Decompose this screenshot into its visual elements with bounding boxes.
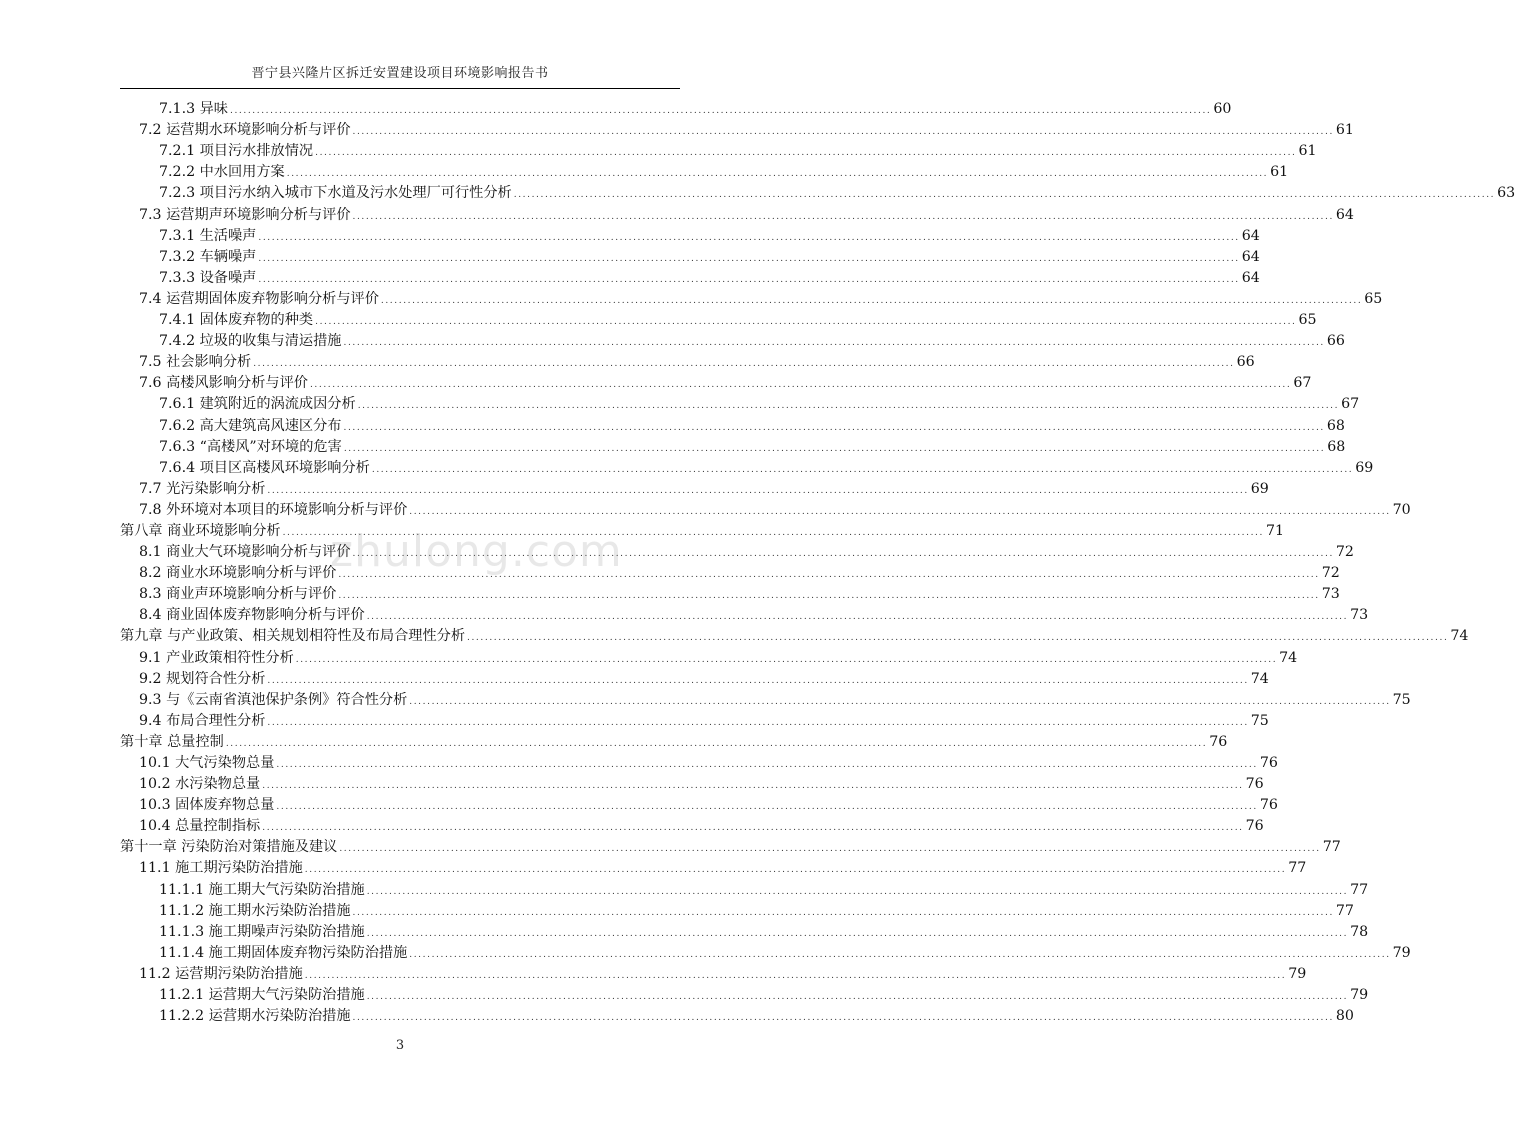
toc-dot-leader: ............................................................................................................................................................................................................................ (315, 317, 1297, 328)
toc-entry[interactable] (120, 835, 1341, 856)
toc-entry[interactable] (120, 498, 1411, 519)
toc-dot-leader: ............................................................................................................................................................................................................................ (276, 802, 1258, 813)
toc-entry[interactable] (120, 899, 1354, 920)
toc-entry-page: 69 (1355, 459, 1374, 476)
toc-entry[interactable] (120, 97, 1232, 118)
toc-entry[interactable] (120, 392, 1360, 413)
toc-entry-page: 61 (1298, 143, 1317, 160)
toc-entry-page: 67 (1341, 396, 1360, 413)
toc-entry-page: 78 (1350, 923, 1369, 940)
toc-entry-title: 7.2.1 项目污水排放情况 (159, 143, 314, 160)
toc-entry-title: 11.1 施工期污染防治措施 (139, 860, 303, 877)
toc-dot-leader: ............................................................................................................................................................................................................................ (343, 422, 1325, 433)
toc-entry-page: 74 (1250, 670, 1269, 687)
toc-entry-title: 11.2 运营期污染防治措施 (139, 965, 303, 982)
toc-dot-leader: ............................................................................................................................................................................................................................ (315, 148, 1297, 159)
toc-dot-leader: ............................................................................................................................................................................................................................ (262, 781, 1244, 792)
toc-entry-page: 63 (1497, 185, 1515, 202)
toc-dot-leader: ............................................................................................................................................................................................................................ (262, 823, 1244, 834)
toc-entry[interactable] (120, 688, 1411, 709)
toc-entry[interactable] (120, 139, 1317, 160)
toc-entry-page: 68 (1327, 438, 1346, 455)
toc-entry-page: 66 (1236, 354, 1255, 371)
toc-entry-title: 8.2 商业水环境影响分析与评价 (139, 565, 337, 582)
toc-dot-leader: ............................................................................................................................................................................................................................ (366, 992, 1349, 1003)
toc-entry-page: 75 (1392, 691, 1411, 708)
toc-dot-leader: ............................................................................................................................................................................................................................ (467, 633, 1449, 644)
toc-entry-page: 79 (1350, 987, 1369, 1004)
toc-entry-page: 74 (1450, 628, 1469, 645)
toc-entry[interactable] (120, 350, 1255, 371)
toc-entry-title: 7.2.3 项目污水纳入城市下水道及污水处理厂可行性分析 (159, 185, 512, 202)
toc-entry[interactable] (120, 245, 1260, 266)
toc-entry-page: 65 (1364, 290, 1383, 307)
toc-entry-title: 10.4 总量控制指标 (139, 818, 261, 835)
toc-entry-title: 8.1 商业大气环境影响分析与评价 (139, 544, 351, 561)
toc-entry-page: 77 (1288, 860, 1307, 877)
toc-entry-title: 第十一章 污染防治对策措施及建议 (120, 839, 338, 856)
toc-entry[interactable] (120, 1004, 1354, 1025)
toc-entry-title: 9.1 产业政策相符性分析 (139, 649, 294, 666)
toc-dot-leader: ............................................................................................................................................................................................................................ (409, 696, 1391, 707)
toc-entry[interactable] (120, 877, 1369, 898)
toc-dot-leader: ............................................................................................................................................................................................................................ (352, 1013, 1334, 1024)
toc-entry-page: 71 (1265, 522, 1285, 539)
toc-entry-page: 79 (1392, 944, 1411, 961)
toc-entry[interactable] (120, 287, 1383, 308)
toc-entry[interactable] (120, 118, 1354, 139)
toc-entry-title: 8.4 商业固体废弃物影响分析与评价 (139, 607, 365, 624)
toc-entry[interactable] (120, 793, 1278, 814)
toc-entry-title: 第八章 商业环境影响分析 (120, 522, 281, 539)
toc-dot-leader: ............................................................................................................................................................................................................................ (352, 549, 1334, 560)
toc-entry[interactable] (120, 941, 1411, 962)
toc-entry[interactable] (120, 645, 1298, 666)
toc-entry-title: 7.6.2 高大建筑高风速区分布 (159, 417, 342, 434)
toc-entry-title: 8.3 商业声环境影响分析与评价 (139, 586, 337, 603)
toc-entry[interactable] (120, 202, 1354, 223)
toc-entry[interactable] (120, 477, 1269, 498)
toc-entry-page: 73 (1350, 607, 1369, 624)
toc-entry-page: 66 (1326, 333, 1345, 350)
toc-entry-title: 11.1.1 施工期大气污染防治措施 (159, 881, 365, 898)
toc-dot-leader: ............................................................................................................................................................................................................................ (229, 106, 1212, 117)
toc-entry-title: 11.2.1 运营期大气污染防治措施 (159, 987, 365, 1004)
toc-entry[interactable] (120, 624, 1469, 645)
toc-entry-title: 11.2.2 运营期水污染防治措施 (159, 1008, 351, 1025)
toc-entry[interactable] (120, 266, 1260, 287)
toc-entry-page: 72 (1335, 544, 1354, 561)
toc-entry-page: 76 (1259, 797, 1278, 814)
header-rule (120, 88, 680, 89)
toc-entry-page: 69 (1250, 480, 1269, 497)
toc-entry[interactable] (120, 582, 1340, 603)
toc-dot-leader: ............................................................................................................................................................................................................................ (253, 359, 1235, 370)
toc-dot-leader: ............................................................................................................................................................................................................................ (309, 380, 1292, 391)
toc-entry-title: 7.2.2 中水回用方案 (159, 164, 285, 181)
toc-entry[interactable] (120, 329, 1345, 350)
toc-dot-leader: ............................................................................................................................................................................................................................ (339, 844, 1321, 855)
toc-entry[interactable] (120, 962, 1307, 983)
toc-entry-title: 7.4.2 垃圾的收集与清运措施 (159, 333, 342, 350)
toc-entry-page: 76 (1259, 755, 1278, 771)
toc-dot-leader: ............................................................................................................................................................................................................................ (295, 654, 1278, 665)
toc-dot-leader: ............................................................................................................................................................................................................................ (267, 717, 1249, 728)
toc-entry-page: 64 (1241, 269, 1260, 286)
toc-entry[interactable] (120, 435, 1346, 456)
toc-entry-page: 64 (1241, 248, 1260, 265)
toc-entry-title: 9.4 布局合理性分析 (139, 712, 266, 729)
toc-dot-leader: ............................................................................................................................................................................................................................ (409, 506, 1391, 517)
toc-entry-title: 9.3 与《云南省滇池保护条例》符合性分析 (139, 691, 408, 708)
toc-entry-title: 第九章 与产业政策、相关规划相符性及布局合理性分析 (120, 628, 466, 645)
toc-entry-page: 76 (1245, 776, 1264, 793)
toc-entry-page: 72 (1321, 565, 1340, 582)
toc-dot-leader: ............................................................................................................................................................................................................................ (286, 169, 1269, 180)
toc-entry[interactable] (120, 456, 1374, 477)
toc-dot-leader: ............................................................................................................................................................................................................................ (513, 190, 1496, 201)
toc-entry-page: 76 (1209, 733, 1228, 750)
toc-dot-leader: ............................................................................................................................................................................................................................ (352, 907, 1334, 918)
toc-entry[interactable] (120, 603, 1369, 624)
toc-entry-page: 77 (1335, 902, 1354, 919)
toc-entry[interactable] (120, 814, 1264, 835)
toc-entry[interactable] (120, 413, 1345, 434)
toc-entry[interactable] (120, 983, 1369, 1004)
toc-dot-leader: ............................................................................................................................................................................................................................ (304, 970, 1287, 981)
toc-entry-title: 7.7 光污染影响分析 (139, 480, 266, 497)
toc-entry-title: 11.1.4 施工期固体废弃物污染防治措施 (159, 944, 408, 961)
toc-dot-leader: ............................................................................................................................................................................................................................ (409, 949, 1391, 960)
toc-entry-page: 60 (1213, 101, 1232, 118)
toc-entry-title: 7.3.1 生活噪声 (159, 227, 257, 244)
toc-entry-title: 7.4 运营期固体废弃物影响分析与评价 (139, 290, 379, 307)
toc-entry[interactable] (120, 371, 1312, 392)
toc-dot-leader: ............................................................................................................................................................................................................................ (352, 127, 1334, 138)
toc-entry-page: 61 (1335, 122, 1354, 139)
toc-entry-page: 68 (1326, 417, 1345, 434)
toc-entry-page: 74 (1279, 649, 1298, 666)
toc-entry-page: 77 (1322, 839, 1341, 856)
toc-entry[interactable] (120, 181, 1515, 202)
toc-entry-title: 7.5 社会影响分析 (139, 354, 252, 371)
toc-entry-page: 64 (1335, 206, 1354, 223)
toc-entry-page: 77 (1350, 881, 1369, 898)
toc-entry[interactable] (120, 224, 1260, 245)
toc-entry[interactable] (120, 730, 1228, 751)
toc-entry[interactable] (120, 709, 1269, 730)
toc-entry-page: 65 (1298, 312, 1317, 329)
toc-dot-leader: ............................................................................................................................................................................................................................ (380, 295, 1363, 306)
toc-entry-title: 7.3 运营期声环境影响分析与评价 (139, 206, 351, 223)
toc-entry-page: 76 (1245, 818, 1264, 835)
toc-entry-title: 10.1 大气污染物总量 (139, 755, 275, 771)
toc-entry-title: 7.3.3 设备噪声 (159, 269, 257, 286)
toc-dot-leader: ............................................................................................................................................................................................................................ (258, 253, 1240, 264)
toc-dot-leader: ............................................................................................................................................................................................................................ (282, 527, 1264, 538)
toc-dot-leader: ............................................................................................................................................................................................................................ (343, 338, 1325, 349)
toc-dot-leader: ............................................................................................................................................................................................................................ (352, 211, 1334, 222)
toc-entry-title: 7.6 高楼风影响分析与评价 (139, 375, 308, 392)
toc-entry-page: 75 (1250, 712, 1269, 729)
watermark: zhulong.com (330, 526, 623, 577)
toc-entry[interactable] (120, 920, 1369, 941)
toc-entry-page: 64 (1241, 227, 1260, 244)
toc-entry-title: 7.6.1 建筑附近的涡流成因分析 (159, 396, 356, 413)
toc-entry[interactable] (120, 772, 1264, 793)
toc-dot-leader: ............................................................................................................................................................................................................................ (357, 401, 1340, 412)
toc-dot-leader: ............................................................................................................................................................................................................................ (366, 928, 1349, 939)
toc-dot-leader: ............................................................................................................................................................................................................................ (304, 865, 1287, 876)
toc-entry-page: 61 (1270, 164, 1289, 181)
toc-dot-leader: ............................................................................................................................................................................................................................ (276, 760, 1258, 770)
toc-entry-title: 7.6.3 “高楼风”对环境的危害 (159, 438, 342, 455)
toc-entry-title: 11.1.2 施工期水污染防治措施 (159, 902, 351, 919)
toc-entry[interactable] (120, 667, 1269, 688)
toc-entry-page: 80 (1335, 1008, 1354, 1025)
page-number: 3 (395, 1038, 405, 1053)
toc-dot-leader: ............................................................................................................................................................................................................................ (366, 886, 1349, 897)
toc-entry-title: 7.2 运营期水环境影响分析与评价 (139, 122, 351, 139)
toc-entry[interactable] (120, 160, 1289, 181)
toc-entry-title: 11.1.3 施工期噪声污染防治措施 (159, 923, 365, 940)
toc-entry-page: 79 (1288, 965, 1307, 982)
toc-dot-leader: ............................................................................................................................................................................................................................ (338, 591, 1320, 602)
toc-dot-leader: ............................................................................................................................................................................................................................ (225, 738, 1208, 749)
toc-entry-title: 7.6.4 项目区高楼风环境影响分析 (159, 459, 370, 476)
toc-entry-title: 7.3.2 车辆噪声 (159, 248, 257, 265)
toc-entry-title: 10.3 固体废弃物总量 (139, 797, 275, 814)
toc-entry-page: 70 (1392, 501, 1411, 518)
toc-dot-leader: ............................................................................................................................................................................................................................ (338, 570, 1320, 581)
toc-dot-leader: ............................................................................................................................................................................................................................ (267, 485, 1249, 496)
toc-entry-title: 10.2 水污染物总量 (139, 776, 261, 793)
toc-entry-page: 67 (1293, 375, 1312, 392)
toc-entry-page: 73 (1321, 586, 1340, 603)
toc-entry[interactable] (120, 751, 1278, 772)
toc-dot-leader: ............................................................................................................................................................................................................................ (258, 274, 1240, 285)
toc-entry[interactable] (120, 856, 1307, 877)
toc-dot-leader: ............................................................................................................................................................................................................................ (371, 464, 1354, 475)
toc-entry-title: 9.2 规划符合性分析 (139, 670, 266, 687)
toc-dot-leader: ............................................................................................................................................................................................................................ (343, 443, 1326, 454)
toc-dot-leader: ............................................................................................................................................................................................................................ (366, 612, 1349, 623)
toc-entry[interactable] (120, 308, 1317, 329)
toc-entry-title: 7.8 外环境对本项目的环境影响分析与评价 (139, 501, 408, 518)
toc-entry-title: 第十章 总量控制 (120, 733, 224, 750)
toc-dot-leader: ............................................................................................................................................................................................................................ (267, 675, 1249, 686)
page-header: 晋宁县兴隆片区拆迁安置建设项目环境影响报告书 (251, 66, 549, 81)
toc-entry-title: 7.1.3 异味 (159, 101, 228, 118)
toc-entry-title: 7.4.1 固体废弃物的种类 (159, 312, 314, 329)
toc-dot-leader: ............................................................................................................................................................................................................................ (258, 232, 1240, 243)
